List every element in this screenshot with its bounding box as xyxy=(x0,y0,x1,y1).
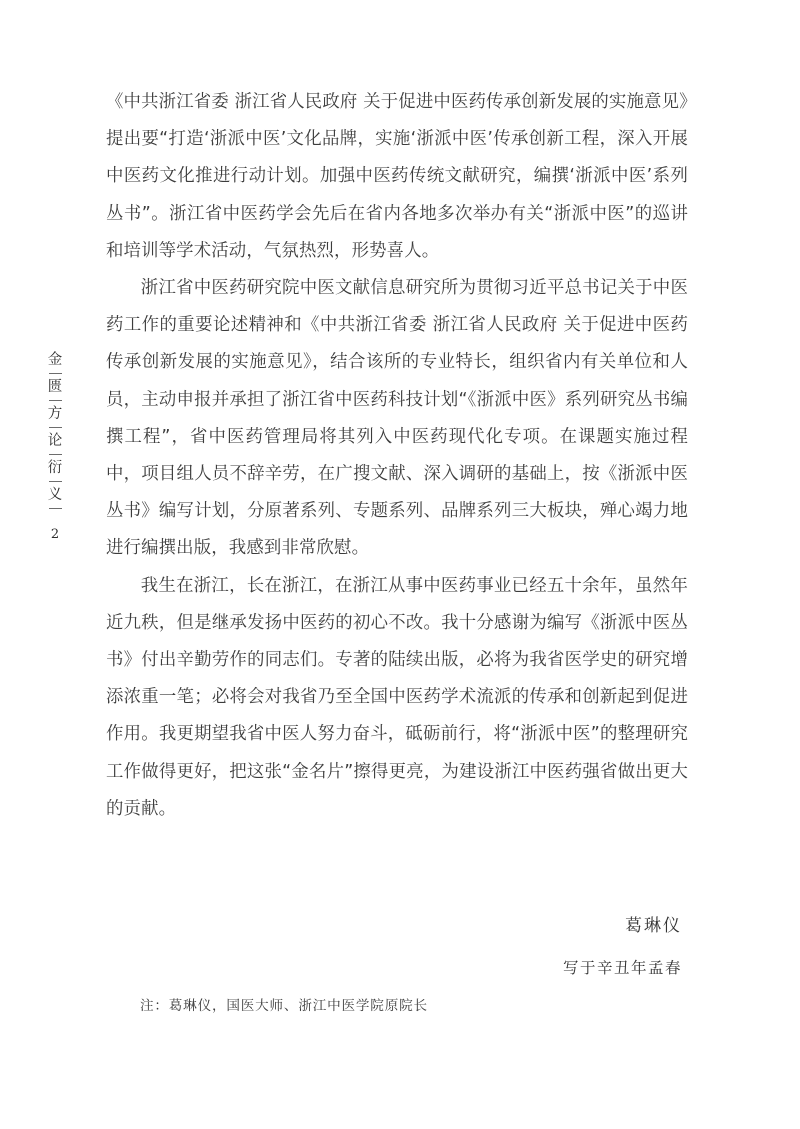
author-signature: 葛琳仪 xyxy=(625,916,682,936)
running-header-rule xyxy=(49,481,62,482)
running-header-char-2: 匮 xyxy=(47,379,63,395)
paragraph-1: 《中共浙江省委 浙江省人民政府 关于促进中医药传承创新发展的实施意见》提出要“打造‘浙派中医’文化品牌，实施‘浙派中医’传承创新工程，深入开展中医药文化推进行动计划。加强中医药传统文献研究，编撰‘浙派中医’系列丛书”。浙江省中医药学会先后在省内各地多次举办有关“浙派中医”的巡讲和培训等学术活动，气氛热烈，形势喜人。 xyxy=(106,92,688,261)
running-header-rule xyxy=(49,400,62,401)
paragraph-2: 浙江省中医药研究院中医文献信息研究所为贯彻习近平总书记关于中医药工作的重要论述精神和《中共浙江省委 浙江省人民政府 关于促进中医药传承创新发展的实施意见》，结合该所的专业特长，组织省内有关单位和人员，主动申报并承担了浙江省中医药科技计划“《浙派中医》系列研究丛书编撰工程”，省中医药管理局将其列入中医药现代化专项。在课题实施过程中，项目组人员不辞辛劳，在广搜文献、深入调研的基础上，按《浙派中医丛书》编写计划，分原著系列、专题系列、品牌系列三大板块，殚心竭力地进行编撰出版，我感到非常欣慰。 xyxy=(106,278,688,559)
running-header-char-3: 方 xyxy=(47,406,63,422)
paragraph-3: 我生在浙江，长在浙江，在浙江从事中医药事业已经五十余年，虽然年近九秩，但是继承发扬中医药的初心不改。我十分感谢为编写《浙派中医丛书》付出辛勤劳作的同志们。专著的陆续出版，必将为我省医学史的研究增添浓重一笔；必将会对我省乃至全国中医药学术流派的传承和创新起到促进作用。我更期望我省中医人努力奋斗，砥砺前行，将“浙派中医”的整理研究工作做得更好，把这张“金名片”擦得更亮，为建设浙江中医药强省做出更大的贡献。 xyxy=(106,575,688,819)
running-header-rule xyxy=(49,508,62,509)
running-header-char-6: 义 xyxy=(47,487,63,503)
body-text-column xyxy=(106,84,688,828)
running-header-char-1: 金 xyxy=(47,352,63,368)
running-header-rule xyxy=(49,427,62,428)
footnote: 注：葛琳仪，国医大师、浙江中医学院原院长 xyxy=(140,998,428,1014)
signature-date: 写于辛丑年孟春 xyxy=(562,959,682,977)
running-header-char-5: 衍 xyxy=(47,460,63,476)
running-header-margin xyxy=(38,352,72,542)
page-number: 2 xyxy=(50,527,60,542)
running-header-rule xyxy=(49,373,62,374)
running-header-char-4: 论 xyxy=(47,433,63,449)
signature-block xyxy=(106,912,688,981)
running-header-rule xyxy=(49,454,62,455)
